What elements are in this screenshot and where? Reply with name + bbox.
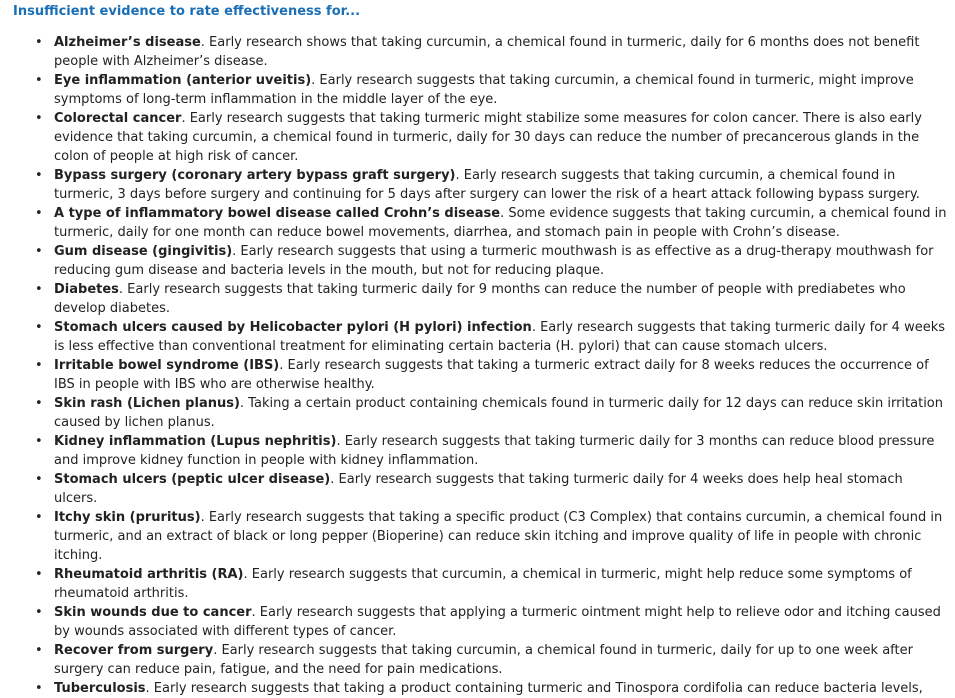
condition-term: Eye inflammation (anterior uveitis) bbox=[54, 73, 312, 88]
section-title: Insufficient evidence to rate effectiveness for... bbox=[13, 4, 361, 19]
condition-term: Skin rash (Lichen planus) bbox=[54, 396, 240, 411]
condition-description: . Early research suggests that curcumin, a chemical in turmeric, might help reduce some symptoms of rheumatoid arthritis. bbox=[54, 567, 912, 601]
condition-description: . Early research suggests that taking curcumin, a chemical found in turmeric, daily for up to one week after surgery can reduce pain, fatigue, and the need for pain medications. bbox=[54, 643, 913, 677]
condition-term: Tuberculosis bbox=[54, 681, 146, 696]
condition-term: Itchy skin (pruritus) bbox=[54, 510, 201, 525]
list-item bbox=[0, 71, 955, 109]
condition-term: Stomach ulcers (peptic ulcer disease) bbox=[54, 472, 331, 487]
condition-description: . Early research suggests that taking turmeric daily for 3 months can reduce blood pressure and improve kidney function in people with kidney inflammation. bbox=[54, 434, 935, 468]
condition-description: . Early research suggests that using a turmeric mouthwash is as effective as a drug-therapy mouthwash for reducing gum disease and bacteria levels in the mouth, but not for reducing plaque. bbox=[54, 244, 934, 278]
condition-description: . Early research suggests that taking a product containing turmeric and Tinospora cordifolia can reduce bacteria levels, bbox=[145, 681, 923, 696]
condition-term: Colorectal cancer bbox=[54, 111, 182, 126]
list-item bbox=[0, 109, 955, 166]
condition-term: Bypass surgery (coronary artery bypass graft surgery) bbox=[54, 168, 456, 183]
list-item bbox=[0, 679, 955, 698]
condition-description: . Early research suggests that taking a specific product (C3 Complex) that contains curcumin, a chemical found in turmeric, and an extract of black or long pepper (Bioperine) can reduce skin itching and improve quality of life in people with chronic itching. bbox=[54, 510, 943, 563]
condition-description: . Early research suggests that taking turmeric daily for 9 months can reduce the number of people with prediabetes who develop diabetes. bbox=[54, 282, 906, 316]
condition-term: Recover from surgery bbox=[54, 643, 214, 658]
list-item bbox=[0, 508, 955, 565]
condition-description: . Early research suggests that taking a turmeric extract daily for 8 weeks reduces the occurrence of IBS in people with IBS who are otherwise healthy. bbox=[54, 358, 929, 392]
list-item bbox=[0, 280, 955, 318]
condition-description: . Early research suggests that taking turmeric might stabilize some measures for colon cancer. There is also early evidence that taking curcumin, a chemical found in turmeric, daily for 30 days can reduce the number of precancerous glands in the colon of people at high risk of cancer. bbox=[54, 111, 922, 164]
list-item bbox=[0, 565, 955, 603]
list-item bbox=[0, 603, 955, 641]
condition-term: Irritable bowel syndrome (IBS) bbox=[54, 358, 280, 373]
condition-list bbox=[0, 33, 955, 698]
condition-term: Kidney inflammation (Lupus nephritis) bbox=[54, 434, 337, 449]
condition-term: A type of inflammatory bowel disease called Crohn’s disease bbox=[54, 206, 501, 221]
condition-term: Alzheimer’s disease bbox=[54, 35, 201, 50]
list-item bbox=[0, 432, 955, 470]
condition-description: . Early research suggests that taking turmeric daily for 4 weeks is less effective than conventional treatment for eliminating certain bacteria (H. pylori) that can cause stomach ulcers. bbox=[54, 320, 946, 354]
condition-description: . Early research suggests that applying a turmeric ointment might help to relieve odor and itching caused by wounds associated with different types of cancer. bbox=[54, 605, 941, 639]
condition-description: . Early research suggests that taking curcumin, a chemical found in turmeric, 3 days before surgery and continuing for 5 days after surgery can lower the risk of a heart attack following bypass surgery. bbox=[54, 168, 920, 202]
condition-description: . Taking a certain product containing chemicals found in turmeric daily for 12 days can reduce skin irritation caused by lichen planus. bbox=[54, 396, 943, 430]
list-item bbox=[0, 33, 955, 71]
list-item bbox=[0, 242, 955, 280]
list-item bbox=[0, 318, 955, 356]
condition-term: Stomach ulcers caused by Helicobacter pylori (H pylori) infection bbox=[54, 320, 532, 335]
condition-description: . Early research suggests that taking turmeric daily for 4 weeks does help heal stomach ulcers. bbox=[54, 472, 903, 506]
list-item bbox=[0, 641, 955, 679]
list-item bbox=[0, 356, 955, 394]
condition-term: Rheumatoid arthritis (RA) bbox=[54, 567, 244, 582]
condition-term: Gum disease (gingivitis) bbox=[54, 244, 233, 259]
condition-term: Skin wounds due to cancer bbox=[54, 605, 252, 620]
condition-description: . Early research shows that taking curcumin, a chemical found in turmeric, daily for 6 months does not benefit people with Alzheimer’s disease. bbox=[54, 35, 920, 69]
condition-description: . Early research suggests that taking curcumin, a chemical found in turmeric, might improve symptoms of long-term inflammation in the middle layer of the eye. bbox=[54, 73, 914, 107]
list-item bbox=[0, 204, 955, 242]
list-item bbox=[0, 470, 955, 508]
condition-description: . Some evidence suggests that taking curcumin, a chemical found in turmeric, daily for one month can reduce bowel movements, diarrhea, and stomach pain in people with Crohn’s disease. bbox=[54, 206, 947, 240]
list-item bbox=[0, 394, 955, 432]
condition-term: Diabetes bbox=[54, 282, 119, 297]
list-item bbox=[0, 166, 955, 204]
